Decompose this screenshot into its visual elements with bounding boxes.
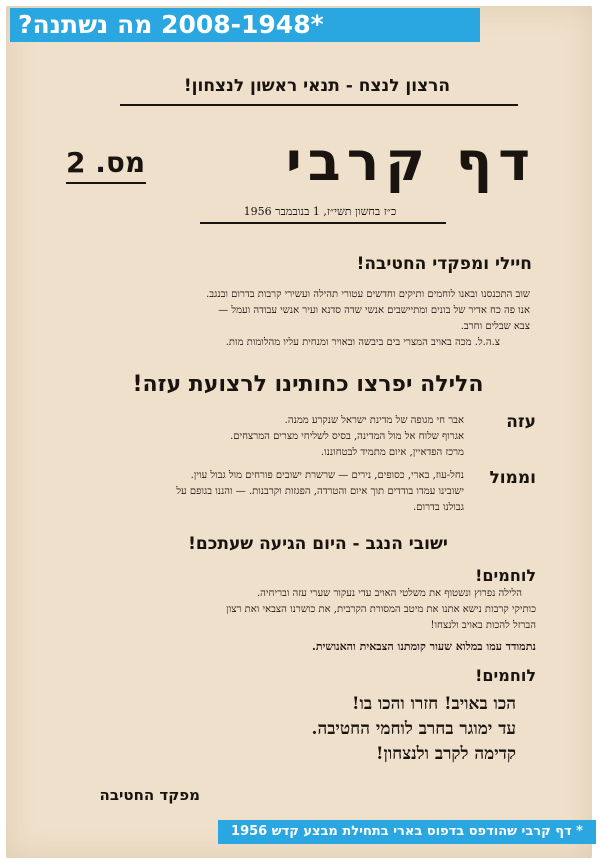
banner-title: *2008-1948 מה נשתנה? [10, 8, 480, 42]
slogan: הרצון לנצח - תנאי ראשון לנצחון! [183, 76, 451, 96]
signature: מפקד החטיבה [99, 786, 200, 804]
intro-line: שוב התכנסנו ובאנו לוחמים ותיקים וחדשים עטורי תהילה ועשירי קרבות בדרום ובנגב. [206, 289, 530, 300]
mamul-text [60, 468, 464, 516]
gaza-line: אגרוף שלוח אל מול המדינה, בסיס לשליחי מצרים המרצחים. [230, 431, 464, 442]
call-line: הכו באויב! חזרו והכו בו! [352, 694, 516, 714]
mamul-line: גבולנו בדרום. [413, 502, 464, 513]
mamul-line: ישובינו עמדו בודדים תוך איום והטרדה, הפגזות וקרבנות. — והננו בגופם על [176, 486, 464, 497]
gaza-label: עזה [506, 412, 536, 432]
fighters-text-2 [190, 692, 516, 767]
fighters-line: הלילה נפרוץ ונשטוף את משלטי האויב עדי נעקור שערי עזה ובריחיה. [257, 588, 522, 599]
issue-underline [66, 182, 146, 184]
intro-line: צ.ה.ל. מכה באויב המצרי בים ביבשה ובאויר ומנחית עליו מהלומות מות. [225, 337, 500, 348]
intro-text [60, 287, 530, 351]
intro-heading: חיילי ומפקדי החטיבה! [356, 254, 532, 274]
fighters-line: כותיקי קרבות נישא אתנו את מיטב המסורת הקרבית, את כושרנו הצבאי ואת רצון [226, 604, 536, 615]
fighters-text-1 [60, 586, 536, 634]
gaza-text [60, 413, 464, 461]
call-line: עד ימוגר בחרב לוחמי החטיבה. [311, 719, 516, 739]
fighters-bold-line: נתמודד עמו במלוא שעור קומתנו הצבאית והאנושית. [312, 640, 536, 653]
fighters-heading-1: לוחמים! [475, 566, 536, 585]
mamul-label: וממול [489, 468, 536, 488]
gaza-line: מרכז הפדאיין, איום מתמיד לבטחוננו. [320, 447, 464, 458]
mamul-line: נחל-עוז, בארי, כסופים, נירים — שרשרת ישובים פורחים מול גבול עוין. [190, 470, 464, 481]
issue-date: כ״ז בחשון תשי״ז, 1 בנובמבר 1956 [243, 205, 397, 218]
intro-line: אנו פה כח אדיר של בונים ומתיישבים אנשי שדה סדנא ועיר אנשי עבודה ועמל — [218, 305, 530, 316]
gaza-heading: הלילה יפרצו כחותינו לרצועת עזה! [132, 372, 484, 397]
footer-note: * דף קרבי שהודפס בדפוס בארי בתחילת מבצע קדש 1956 [218, 820, 596, 844]
issue-number: מס. 2 [66, 146, 146, 179]
intro-line: צבא שבלים וחרב. [460, 321, 530, 332]
slogan-underline [120, 104, 518, 106]
call-line: קדימה לקרב ולנצחון! [376, 744, 516, 764]
fighters-line: הברזל להכות באויב ולנצחו! [430, 620, 536, 631]
page-title: דף קרבי [285, 130, 536, 193]
fighters-heading-2: לוחמים! [475, 666, 536, 685]
gaza-line: אבר חי מגופה של מדינת ישראל שנקרע ממנה. [284, 415, 464, 426]
date-underline [200, 222, 446, 224]
negev-heading: ישובי הנגב - היום הגיעה שעתכם! [188, 534, 448, 554]
